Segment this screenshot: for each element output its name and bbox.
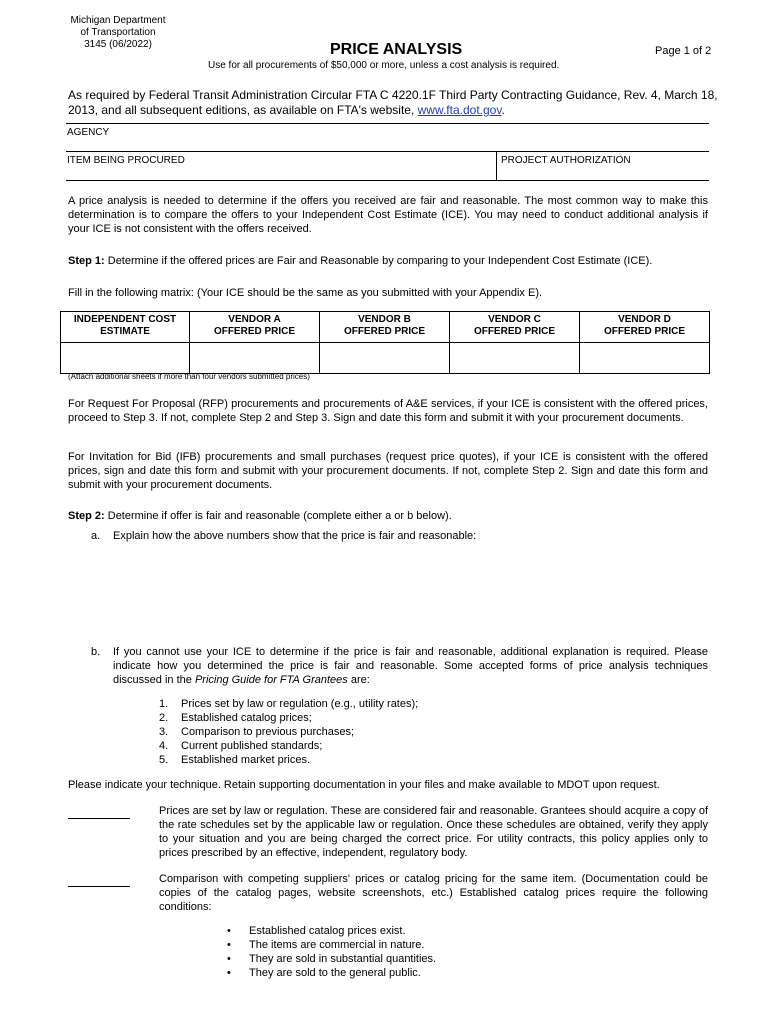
- fill-matrix-instruction: Fill in the following matrix: (Your ICE should be the same as you submitted with your Appendix E).: [68, 287, 543, 299]
- list-text: They are sold to the general public.: [249, 967, 421, 979]
- list-number: 1.: [159, 698, 169, 710]
- intro-text: As required by Federal Transit Administration Circular FTA C 4220.1F Third Party Contracting Guidance, Rev. 4, March 18, 2013, and all subsequent editions, as available on FTA's website,: [68, 88, 718, 117]
- item-being-procured-field[interactable]: [66, 151, 496, 181]
- bullet: •: [227, 967, 231, 979]
- fta-website-link[interactable]: www.fta.dot.gov: [417, 103, 502, 117]
- bullet: •: [227, 939, 231, 951]
- instructions-paragraph: A price analysis is needed to determine if the offers you received are fair and reasonable. The most common way to make this determination is to compare the offers to your Independent Cost Estimate (ICE). You may need to conduct additional analysis if your ICE is not consistent with the offers received.: [68, 195, 708, 235]
- step2-b-text: [113, 645, 708, 687]
- ice-header: [61, 312, 190, 343]
- vendor-d-header-line2: OFFERED PRICE: [603, 326, 686, 337]
- vendor-d-header: [580, 312, 710, 343]
- department-name-line2: of Transportation: [80, 27, 156, 38]
- list-text: Prices set by law or regulation (e.g., utility rates);: [181, 698, 419, 710]
- vendor-b-header-line2: OFFERED PRICE: [343, 326, 426, 337]
- intro-paragraph: [68, 88, 718, 118]
- catalog-conditions-list: [227, 924, 627, 980]
- ice-value-cell[interactable]: [61, 343, 190, 374]
- department-name-line1: Michigan Department: [70, 15, 166, 26]
- ice-header-line1: INDEPENDENT COST: [73, 314, 177, 325]
- price-matrix: [60, 311, 710, 374]
- form-number: 3145 (06/2022): [84, 39, 152, 50]
- step2-label: Step 2:: [68, 510, 105, 522]
- ifb-paragraph: For Invitation for Bid (IFB) procurements and small purchases (request price quotes), if your ICE is consistent with the offered prices, sign and date this form and submit with your procurement documents. If not, complete Step 2. Sign and date this form and submit with your procurement documents.: [68, 451, 708, 491]
- step1: [68, 254, 718, 268]
- vendor-b-header-line1: VENDOR B: [358, 314, 411, 325]
- price-matrix-input-row: [61, 343, 710, 374]
- department-block: [68, 15, 168, 51]
- vendor-a-header-line1: VENDOR A: [228, 314, 281, 325]
- list-text: Established catalog prices;: [181, 712, 312, 724]
- technique-catalog-text: Comparison with competing suppliers' prices or catalog pricing for the same item. (Documentation could be copies of the catalog pages, website screenshots, etc.) Established catalog prices require the following conditions:: [159, 873, 708, 913]
- step2-text: Determine if offer is fair and reasonable (complete either a or b below).: [104, 510, 452, 522]
- vendor-b-header: [320, 312, 450, 343]
- intro-end: .: [501, 103, 505, 117]
- step2-a-label: a.: [91, 530, 101, 542]
- matrix-note: (Attach additional sheets if more than four vendors submitted prices): [68, 372, 310, 381]
- step1-label: Step 1:: [68, 255, 105, 267]
- rfp-paragraph: For Request For Proposal (RFP) procurements and procurements of A&E services, if your ICE is consistent with the offered prices, proceed to Step 3. If not, complete Step 2 and Step 3. Sign and date this form and submit it with your procurement documents.: [68, 398, 708, 424]
- agency-label: AGENCY: [67, 127, 110, 138]
- techniques-list: [159, 697, 559, 767]
- bullet: •: [227, 953, 231, 965]
- step2-a-text: Explain how the above numbers show that the price is fair and reasonable:: [113, 530, 477, 542]
- page-number: Page 1 of 2: [655, 45, 712, 57]
- list-text: Comparison to previous purchases;: [181, 726, 355, 738]
- step1-text: Determine if the offered prices are Fair and Reasonable by comparing to your Independent Cost Estimate (ICE).: [104, 255, 653, 267]
- step2-b-label: b.: [91, 646, 101, 658]
- project-authorization-field[interactable]: [496, 151, 709, 181]
- list-text: They are sold in substantial quantities.: [249, 953, 437, 965]
- list-item: [159, 711, 559, 725]
- step2-a-answer-area[interactable]: [113, 546, 708, 638]
- list-item: [159, 753, 559, 767]
- list-number: 2.: [159, 712, 169, 724]
- vendor-c-header-line1: VENDOR C: [488, 314, 541, 325]
- vendor-c-header-line2: OFFERED PRICE: [473, 326, 556, 337]
- vendor-d-header-line1: VENDOR D: [618, 314, 671, 325]
- vendor-c-price-cell[interactable]: [450, 343, 580, 374]
- ice-header-line2: ESTIMATE: [100, 326, 150, 337]
- technique-law-text: Prices are set by law or regulation. These are considered fair and reasonable. Grantees should acquire a copy of the rate schedules set by the applicable law or regulation. Once these schedules are obtained, verify they apply to your situation and you are being charged the correct price. For utility contracts, this policy applies only to prices prescribed by an effective, independent, regulatory body.: [159, 805, 708, 859]
- pricing-guide-title: Pricing Guide for FTA Grantees: [194, 674, 348, 686]
- list-number: 5.: [159, 754, 169, 766]
- list-text: Established market prices.: [181, 754, 310, 766]
- technique-law-check-line[interactable]: [68, 806, 130, 819]
- vendor-a-header-line2: OFFERED PRICE: [213, 326, 296, 337]
- list-item: [227, 924, 627, 938]
- list-item: [227, 952, 627, 966]
- list-text: The items are commercial in nature.: [249, 939, 425, 951]
- list-item: [227, 966, 627, 980]
- list-item: [159, 725, 559, 739]
- project-authorization-label: PROJECT AUTHORIZATION: [501, 155, 631, 166]
- vendor-a-price-cell[interactable]: [190, 343, 320, 374]
- price-matrix-header-row: [61, 312, 710, 343]
- technique-catalog-check-line[interactable]: [68, 874, 130, 887]
- item-being-procured-label: ITEM BEING PROCURED: [67, 155, 185, 166]
- vendor-d-price-cell[interactable]: [580, 343, 710, 374]
- list-number: 3.: [159, 726, 169, 738]
- list-item: [159, 697, 559, 711]
- bullet: •: [227, 925, 231, 937]
- indicate-technique-instruction: Please indicate your technique. Retain supporting documentation in your files and make available to MDOT upon request.: [68, 779, 660, 791]
- step2-b-text-part1: If you cannot use your ICE to determine if the price is fair and reasonable, additional explanation is required. Please indicate how you determined the price is fair and reasonable. Some accepted forms of price analysis techniques discussed in the: [113, 646, 708, 686]
- list-item: [227, 938, 627, 952]
- vendor-a-header: [190, 312, 320, 343]
- step2: [68, 509, 718, 523]
- step2-b-text-part2: are:: [347, 674, 370, 686]
- list-number: 4.: [159, 740, 169, 752]
- list-text: Current published standards;: [181, 740, 323, 752]
- page-subtitle: Use for all procurements of $50,000 or more, unless a cost analysis is required.: [208, 60, 560, 71]
- list-item: [159, 739, 559, 753]
- vendor-b-price-cell[interactable]: [320, 343, 450, 374]
- vendor-c-header: [450, 312, 580, 343]
- agency-field[interactable]: [66, 123, 709, 151]
- page-title: PRICE ANALYSIS: [330, 41, 463, 58]
- list-text: Established catalog prices exist.: [249, 925, 406, 937]
